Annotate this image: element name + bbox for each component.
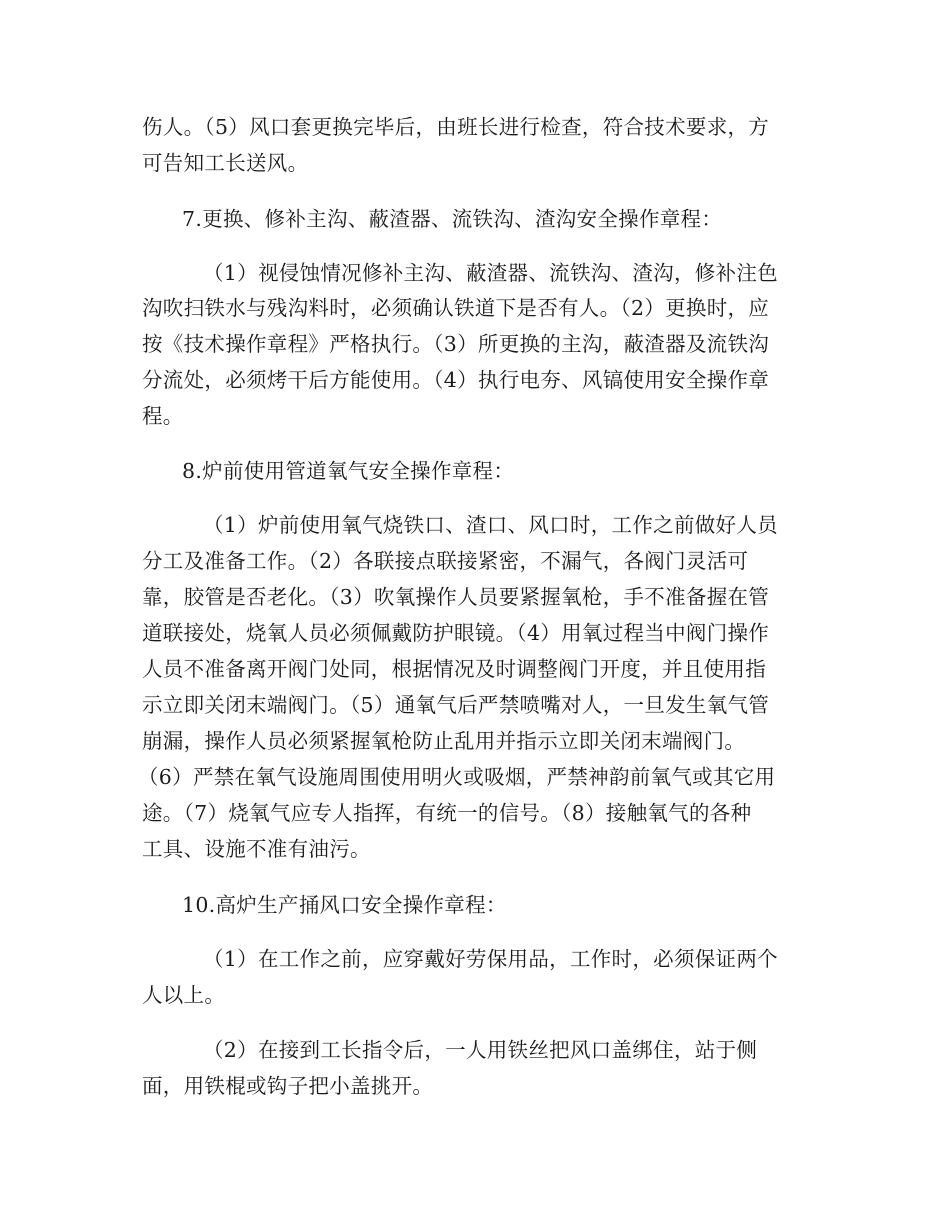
text-line: （1）视侵蚀情况修补主沟、蔽渣器、流铁沟、渣沟，修补注色 xyxy=(203,261,778,285)
text-line: 分工及准备工作。（2）各联接点联接紧密，不漏气，各阀门灵活可 xyxy=(142,549,749,573)
text-line: 沟吹扫铁水与残沟料时，必须确认铁道下是否有人。（2）更换时，应 xyxy=(142,296,770,320)
text-line: 可告知工长送风。 xyxy=(142,151,309,175)
text-line: （6）严禁在氧气设施周围使用明火或吸烟，严禁神韵前氧气或其它用 xyxy=(138,765,776,789)
text-line: 道联接处，烧氧人员必须佩戴防护眼镜。（4）用氧过程当中阀门操作 xyxy=(142,621,770,645)
text-line: 人以上。 xyxy=(142,983,226,1007)
text-line: 人员不准备离开阀门处同，根据情况及时调整阀门开度，并且使用指 xyxy=(142,657,766,681)
text-line: 途。（7）烧氧气应专人指挥，有统一的信号。（8）接触氧气的各种 xyxy=(142,801,752,825)
text-line: 崩漏，操作人员必须紧握氧枪防止乱用并指示立即关闭末端阀门。 xyxy=(142,729,746,753)
text-line: 靠，胶管是否老化。（3）吹氧操作人员要紧握氧枪，手不准备握在管 xyxy=(142,585,770,609)
text-line: （1）炉前使用氧气烧铁口、渣口、风口时，工作之前做好人员 xyxy=(203,513,778,537)
text-line: 面，用铁棍或钩子把小盖挑开。 xyxy=(142,1074,434,1098)
section-heading: 7.更换、修补主沟、蔽渣器、流铁沟、渣沟安全操作章程： xyxy=(182,207,723,231)
text-line: 工具、设施不准有油污。 xyxy=(142,837,371,861)
text-line: （1）在工作之前，应穿戴好劳保用品，工作时，必须保证两个 xyxy=(203,947,778,971)
text-line: 按《技术操作章程》严格执行。（3）所更换的主沟，蔽渣器及流铁沟 xyxy=(142,332,770,356)
section-heading: 8.炉前使用管道氧气安全操作章程： xyxy=(182,459,515,483)
text-line: 分流处，必须烤干后方能使用。（4）执行电夯、风镐使用安全操作章 xyxy=(142,368,770,392)
text-line: 伤人。（5）风口套更换完毕后，由班长进行检查，符合技术要求，方 xyxy=(142,115,770,139)
text-line: 程。 xyxy=(142,404,184,428)
text-line: 示立即关闭末端阀门。（5）通氧气后严禁喷嘴对人，一旦发生氧气管 xyxy=(142,693,770,717)
section-heading: 10.高炉生产捅风口安全操作章程： xyxy=(182,893,507,917)
text-line: （2）在接到工长指令后，一人用铁丝把风口盖绑住，站于侧 xyxy=(203,1038,758,1062)
